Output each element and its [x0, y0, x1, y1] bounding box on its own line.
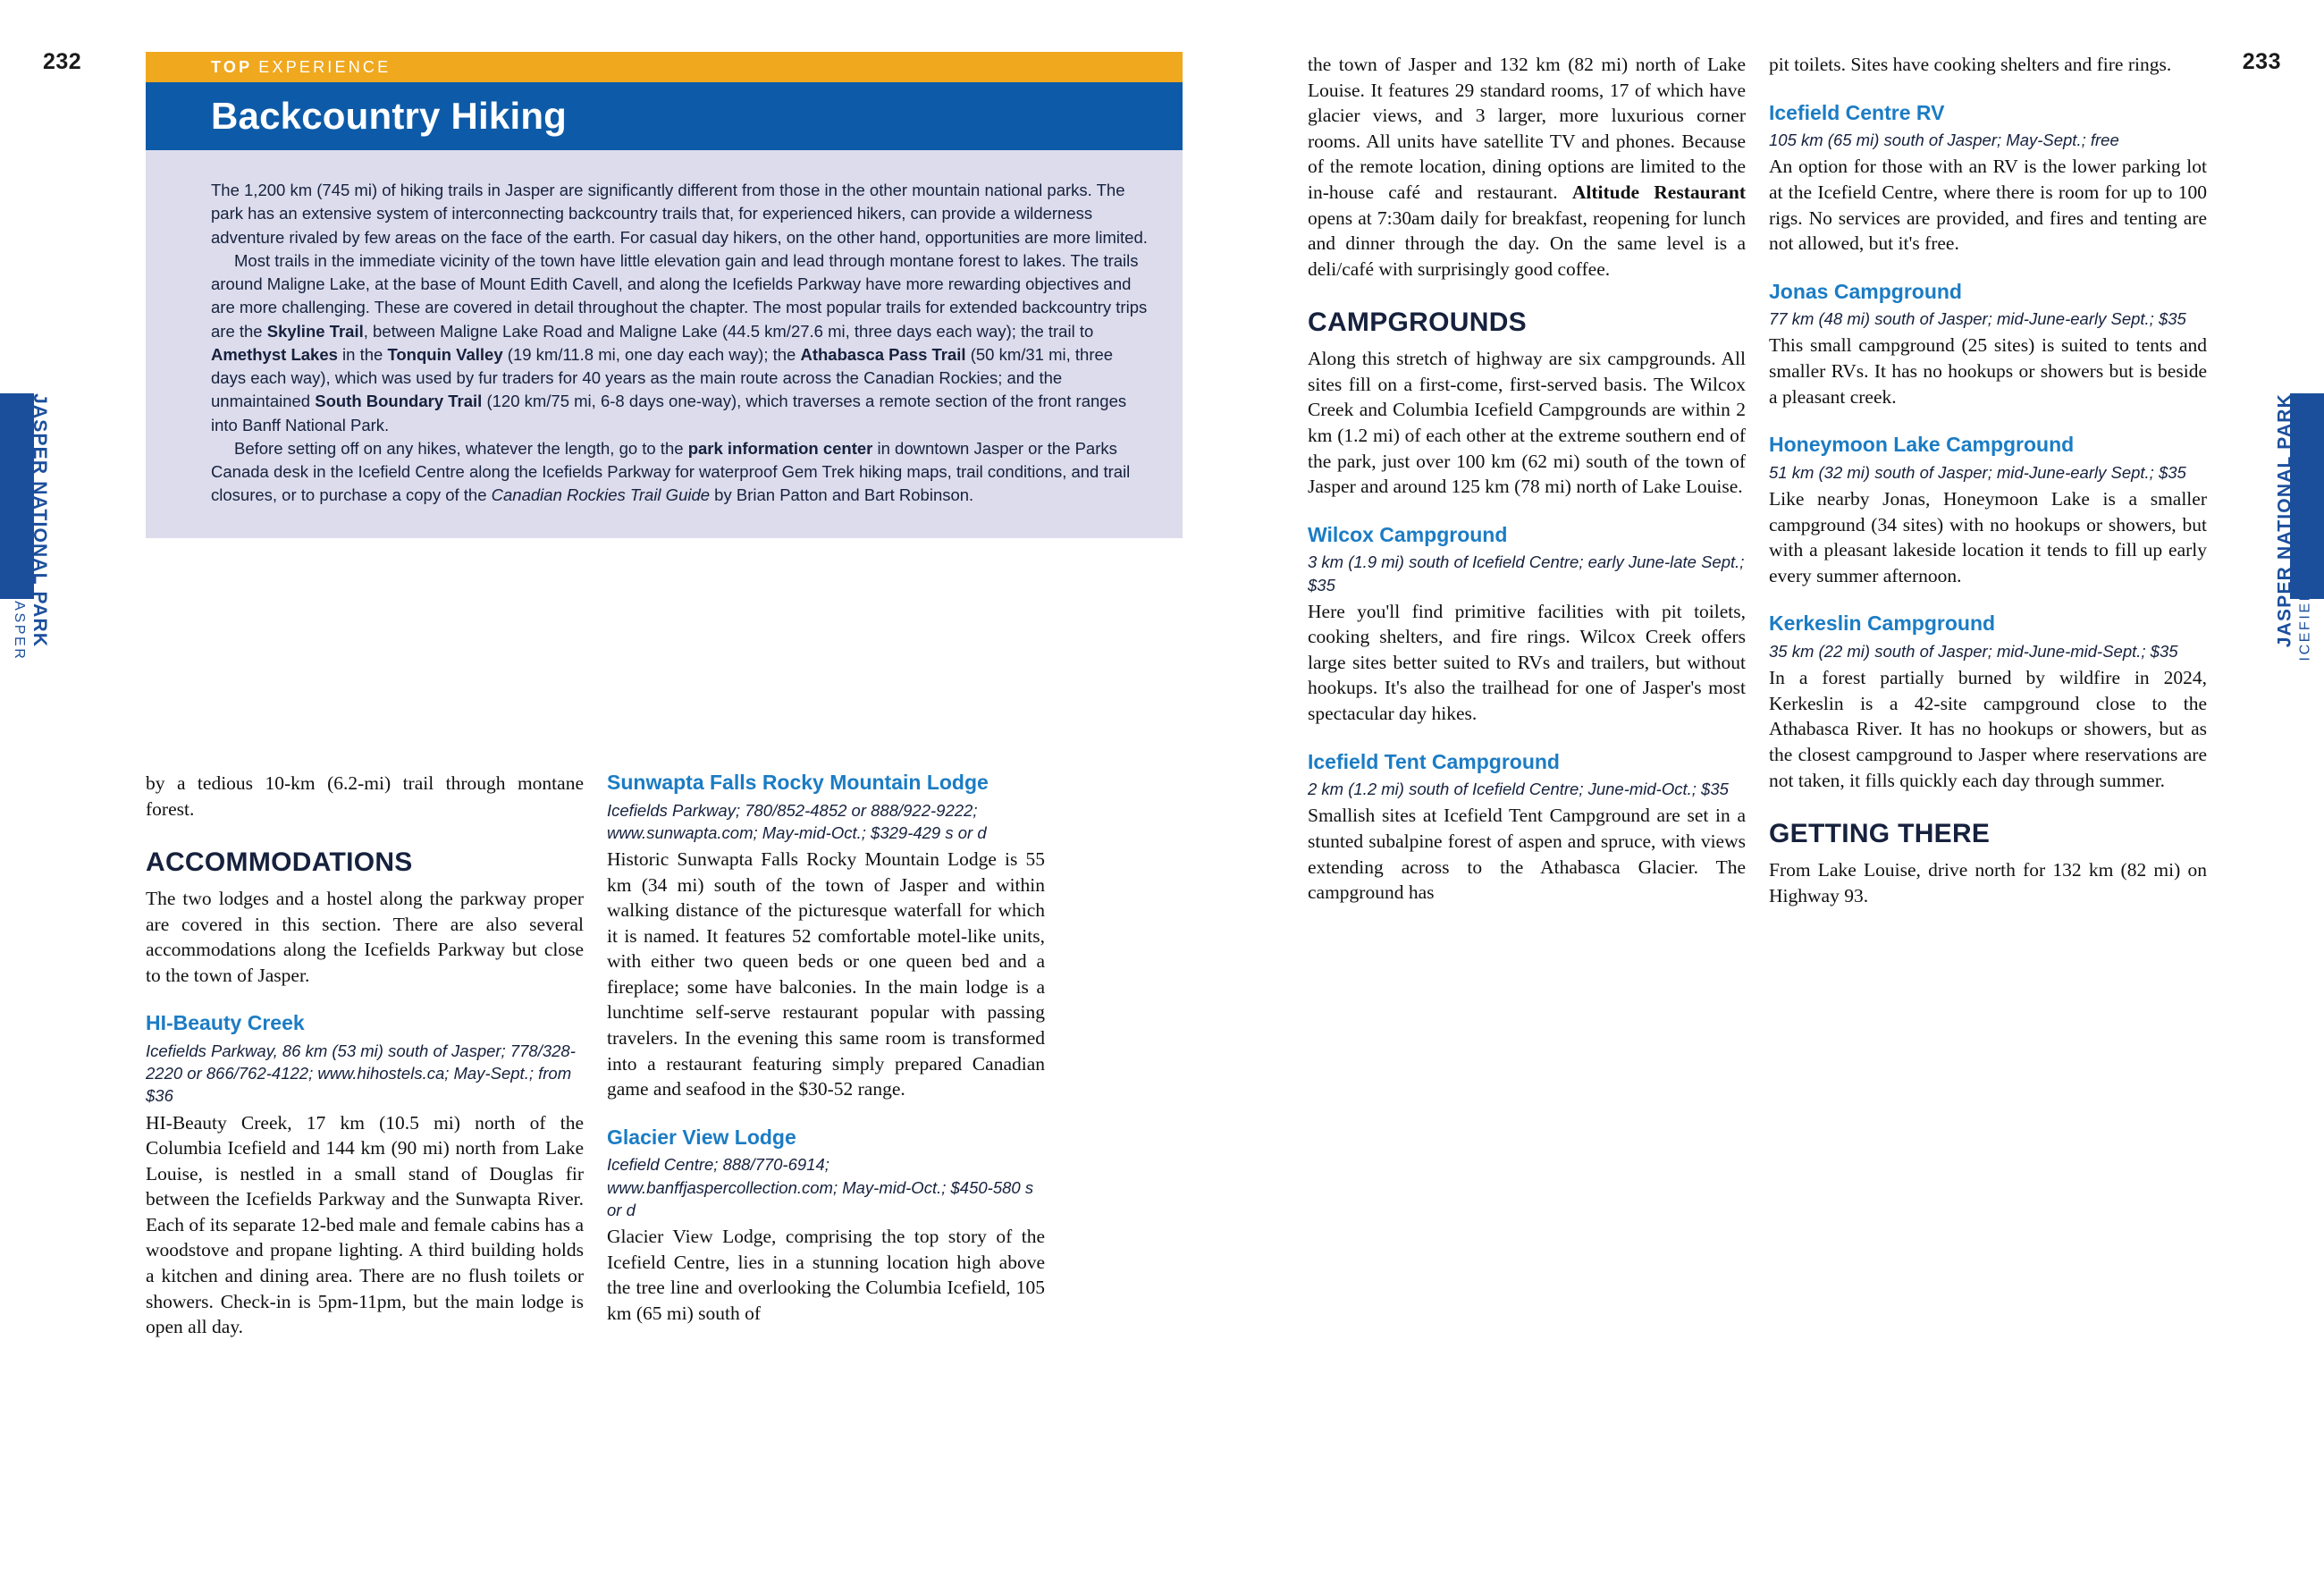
- page-number-left: 232: [43, 49, 82, 74]
- feature-kicker: [146, 52, 1183, 82]
- feature-paragraph-3: Before setting off on any hikes, whatever the length, go to the park information center in downtown Jasper or the Parks Canada desk in the Icefield Centre along the Icefields Parkway for waterproof Gem Trek hiking maps, trail conditions, and trail closures, or to purchase a copy of the Canadian Rockies Trail Guide by Brian Patton and Bart Robinson.: [211, 438, 1131, 505]
- chapter-subtitle-left: ICEFIELDS PARKWAY: JASPER: [12, 393, 27, 662]
- glacier-view-lodge-continued: the town of Jasper and 132 km (82 mi) north of Lake Louise. It features 29 standard rooms, 17 of which have glacier views, and 3 larger, more luxurious corner rooms. All units have satellite TV and phones. Because of the remote location, dining options are limited to the in-house café and restaurant. Altitude Restaurant opens at 7:30am daily for breakfast, reopening for lunch and dinner through the day. On the same level is a deli/café with surprisingly good coffee.: [1308, 54, 1746, 280]
- wilcox-campground-body: Here you'll find primitive facilities with pit toilets, cooking shelters, and fire rings. Wilcox Creek offers large sites better suited to RVs and trailers, but without hookups. It's also the trailhead for one of Jasper's most spectacular day hikes.: [1308, 600, 1746, 725]
- icefield-centre-rv-details: 105 km (65 mi) south of Jasper; May-Sept.; free: [1769, 131, 2119, 150]
- icefield-tent-campground-continued: pit toilets. Sites have cooking shelters and fire rings.: [1769, 54, 2172, 75]
- heading-hi-beauty-creek: HI-Beauty Creek: [146, 1011, 305, 1035]
- kerkeslin-campground-details: 35 km (22 mi) south of Jasper; mid-June-mid-Sept.; $35: [1769, 641, 2178, 661]
- chapter-label-left: [11, 393, 50, 661]
- feature-title: Backcountry Hiking: [211, 95, 568, 137]
- heading-campgrounds: CAMPGROUNDS: [1308, 308, 1527, 338]
- chapter-subtitle-right: ICEFIELDS PARKWAY: JASPER: [2297, 393, 2312, 662]
- feature-paragraph-1: The 1,200 km (745 mi) of hiking trails in Jasper are significantly different from those in the other mountain national parks. The park has an extensive system of interconnecting backcountry trails that, for experienced hikers, can provide a wilderness adventure rivaled by few areas on the face of the earth. For casual day hikers, on the other hand, opportunities are more limited.: [211, 181, 1148, 247]
- sunwapta-falls-lodge-details: Icefields Parkway; 780/852-4852 or 888/922-9222; www.sunwapta.com; May-mid-Oct.; $329-429 s or d: [607, 800, 987, 842]
- feature-kicker-rest: EXPERIENCE: [258, 57, 392, 76]
- jonas-campground-body: This small campground (25 sites) is suited to tents and smaller RVs. It has no hookups or showers but is beside a pleasant creek.: [1769, 334, 2207, 408]
- heading-kerkeslin-campground: Kerkeslin Campground: [1769, 611, 1996, 636]
- campgrounds-intro: Along this stretch of highway are six campgrounds. All sites fill on a first-come, first-served basis. The Wilcox Creek and Columbia Icefield Campgrounds are within 2 km (1.2 mi) of each other at the extreme southern end of the park, just over 100 km (62 mi) south of the town of Jasper and around 125 km (78 mi) north of Lake Louise.: [1308, 348, 1746, 498]
- hi-beauty-creek-details: Icefields Parkway, 86 km (53 mi) south of Jasper; 778/328-2220 or 866/762-4122; www.hihostels.ca; May-Sept.; from $36: [146, 1041, 576, 1106]
- feature-paragraph-2: Most trails in the immediate vicinity of the town have little elevation gain and lead through montane forest to lakes. The trails around Maligne Lake, at the base of Mount Edith Cavell, and along the Icefields Parkway have more rewarding objectives and are more challenging. These are covered in detail throughout the chapter. The most popular trails for extended backcountry trips are the Skyline Trail, between Maligne Lake Road and Maligne Lake (44.5 km/27.6 mi, three days each way); the trail to Amethyst Lakes in the Tonquin Valley (19 km/11.8 mi, one day each way); the Athabasca Pass Trail (50 km/31 mi, three days each way), which was used by fur traders for 40 years as the main route across the Canadian Rockies; and the unmaintained South Boundary Trail (120 km/75 mi, 6-8 days one-way), which traverses a remote section of the front ranges into Banff National Park.: [211, 250, 1148, 434]
- icefield-centre-rv-body: An option for those with an RV is the lower parking lot at the Icefield Centre, where there is room for up to 100 rigs. No services are provided, and fires and tenting are not allowed, but it's free.: [1769, 156, 2207, 255]
- heading-icefield-tent-campground: Icefield Tent Campground: [1308, 749, 1560, 773]
- heading-accommodations: ACCOMMODATIONS: [146, 847, 413, 878]
- chapter-label-right: [2274, 393, 2313, 661]
- heading-jonas-campground: Jonas Campground: [1769, 279, 1962, 303]
- column1-lead-paragraph: by a tedious 10-km (6.2-mi) trail through montane forest.: [146, 772, 584, 820]
- hi-beauty-creek-body: HI-Beauty Creek, 17 km (10.5 mi) north of the Columbia Icefield and 144 km (90 mi) north from Lake Louise, is nestled in a small stand of Douglas fir between the Icefields Parkway and the Sunwapta River. Each of its separate 12-bed male and female cabins has a woodstove and propane lighting. A third building holds a kitchen and dining area. There are no flush toilets or showers. Check-in is 5pm-11pm, but the main lodge is open all day.: [146, 1111, 584, 1338]
- text-column-2: [607, 771, 1045, 1326]
- text-column-4: [1769, 52, 2207, 908]
- jonas-campground-details: 77 km (48 mi) south of Jasper; mid-June-early Sept.; $35: [1769, 309, 2186, 329]
- honeymoon-lake-campground-body: Like nearby Jonas, Honeymoon Lake is a smaller campground (34 sites) with no hookups or showers, but with a pleasant lakeside location it tends to fill up early every summer afternoon.: [1769, 488, 2207, 586]
- text-column-1: [146, 771, 584, 1340]
- heading-wilcox-campground: Wilcox Campground: [1308, 522, 1508, 546]
- feature-kicker-top: TOP: [211, 57, 253, 76]
- icefield-tent-campground-details: 2 km (1.2 mi) south of Icefield Centre; June-mid-Oct.; $35: [1308, 780, 1729, 799]
- heading-sunwapta-falls-lodge: Sunwapta Falls Rocky Mountain Lodge: [607, 771, 989, 794]
- icefield-tent-campground-body: Smallish sites at Icefield Tent Campground are set in a stunted subalpine forest of aspen and spruce, with views extending across to the Athabasca Glacier. The campground has: [1308, 805, 1746, 904]
- heading-getting-there: GETTING THERE: [1769, 819, 1991, 849]
- heading-icefield-centre-rv: Icefield Centre RV: [1769, 100, 1945, 124]
- chapter-title-left: JASPER NATIONAL PARK: [29, 393, 50, 648]
- chapter-title-right: JASPER NATIONAL PARK: [2274, 393, 2295, 648]
- top-experience-feature: [146, 52, 1183, 538]
- feature-title-bar: [146, 82, 1183, 150]
- kerkeslin-campground-body: In a forest partially burned by wildfire in 2024, Kerkeslin is a 42-site campground close to the Athabasca River. It has no hookups or showers, but as the closest campground to Jasper where reservations are not taken, it fills quickly each day through summer.: [1769, 667, 2207, 791]
- feature-body: [146, 150, 1183, 538]
- accommodations-intro: The two lodges and a hostel along the parkway proper are covered in this section. There are also several accommodations along the Icefields Parkway but close to the town of Jasper.: [146, 888, 584, 986]
- page-number-right: 233: [2242, 49, 2281, 74]
- heading-honeymoon-lake-campground: Honeymoon Lake Campground: [1769, 433, 2075, 457]
- glacier-view-lodge-details: Icefield Centre; 888/770-6914; www.banffjaspercollection.com; May-mid-Oct.; $450-580 s or d: [607, 1155, 1034, 1219]
- heading-glacier-view-lodge: Glacier View Lodge: [607, 1125, 796, 1149]
- text-column-3: [1308, 52, 1746, 906]
- wilcox-campground-details: 3 km (1.9 mi) south of Icefield Centre; early June-late Sept.; $35: [1308, 552, 1745, 594]
- sunwapta-falls-lodge-body: Historic Sunwapta Falls Rocky Mountain Lodge is 55 km (34 mi) south of the town of Jasper and within walking distance of the picturesque waterfall for which it is named. It features 52 comfortable motel-like units, with either two queen beds or one queen bed and a fireplace; some have balconies. In the main lodge is a lunchtime self-serve restaurant popular with passing travelers. In the evening this same room is transformed into a restaurant featuring simply prepared Canadian game and seafood in the $30-52 range.: [607, 847, 1045, 1100]
- glacier-view-lodge-body: Glacier View Lodge, comprising the top story of the Icefield Centre, lies in a stunning location high above the tree line and overlooking the Columbia Icefield, 105 km (65 mi) south of: [607, 1225, 1045, 1324]
- getting-there-body: From Lake Louise, drive north for 132 km (82 mi) on Highway 93.: [1769, 858, 2207, 906]
- honeymoon-lake-campground-details: 51 km (32 mi) south of Jasper; mid-June-early Sept.; $35: [1769, 462, 2186, 482]
